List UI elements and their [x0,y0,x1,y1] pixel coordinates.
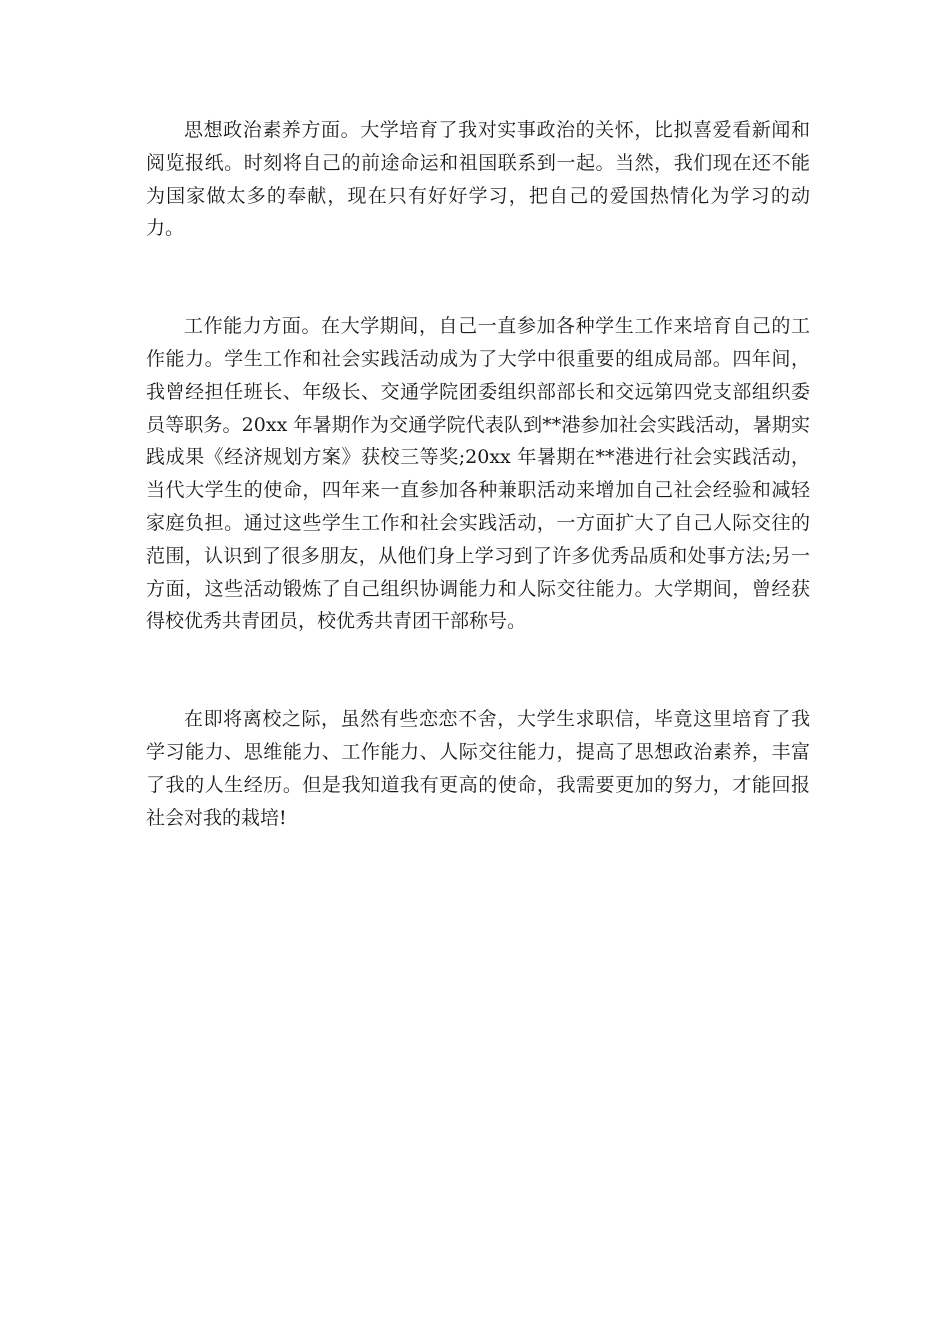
paragraph-work-ability: 工作能力方面。在大学期间，自己一直参加各种学生工作来培育自己的工作能力。学生工作和社会实践活动成为了大学中很重要的组成局部。四年间，我曾经担任班长、年级长、交通学院团委组织部部长和交远第四党支部组织委员等职务。20xx 年暑期作为交通学院代表队到**港参加社会实践活动，暑期实践成果《经济规划方案》获校三等奖;20xx 年暑期在**港进行社会实践活动，当代大学生的使命，四年来一直参加各种兼职活动来增加自己社会经验和减轻家庭负担。通过这些学生工作和社会实践活动，一方面扩大了自己人际交往的范围，认识到了很多朋友，从他们身上学习到了许多优秀品质和处事方法;另一方面，这些活动锻炼了自己组织协调能力和人际交往能力。大学期间，曾经获得校优秀共青团员，校优秀共青团干部称号。 [146,315,810,633]
document-body [146,114,810,834]
paragraph-political-quality: 思想政治素养方面。大学培育了我对实事政治的关怀，比拟喜爱看新闻和阅览报纸。时刻将自己的前途命运和祖国联系到一起。当然，我们现在还不能为国家做太多的奉献，现在只有好好学习，把自己的爱国热情化为学习的动力。 [146,119,810,240]
paragraph-closing: 在即将离校之际，虽然有些恋恋不舍，大学生求职信，毕竟这里培育了我学习能力、思维能力、工作能力、人际交往能力，提高了思想政治素养，丰富了我的人生经历。但是我知道我有更高的使命，我需要更加的努力，才能回报社会对我的栽培! [146,708,810,829]
